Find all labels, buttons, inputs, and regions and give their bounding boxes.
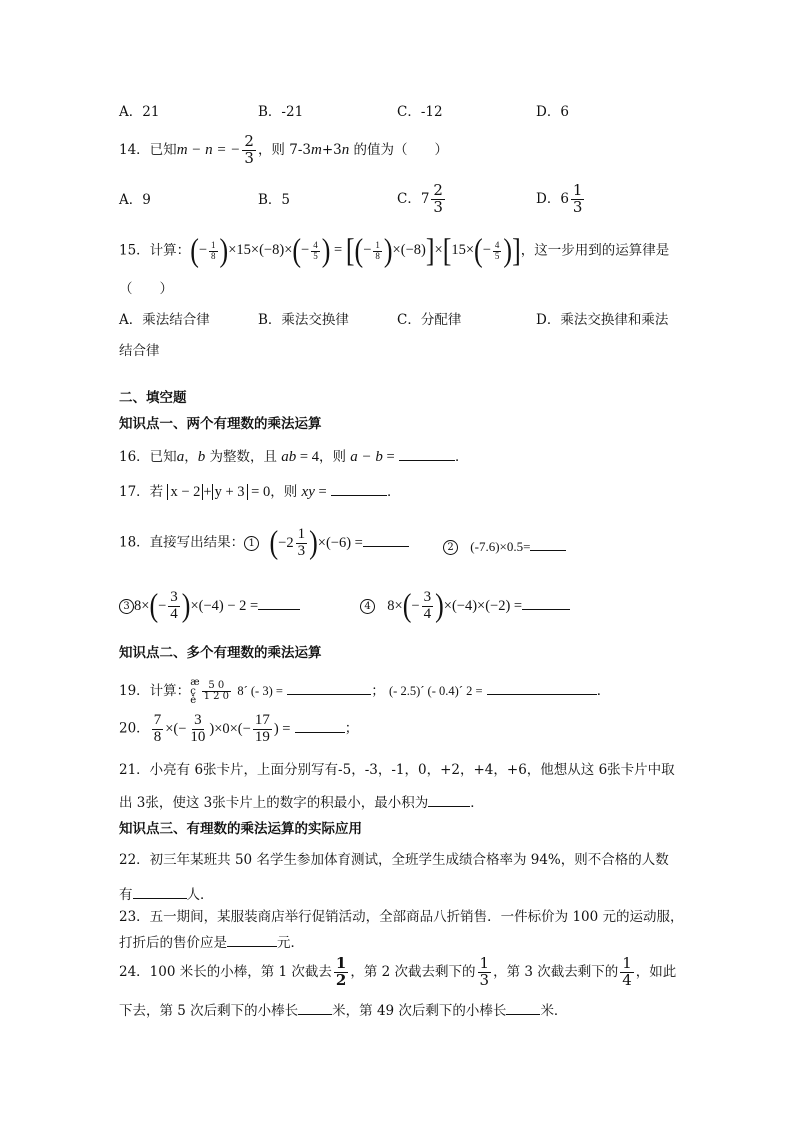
q19-answer-blank-2[interactable] — [487, 682, 597, 695]
q18-4-answer-blank[interactable] — [522, 597, 570, 610]
q15-option-c: C．分配律 — [397, 312, 462, 328]
q24-answer-blank-2[interactable] — [506, 1002, 540, 1015]
question-16: 16．已知a，b 为整数，且 ab = 4，则 a − b = ． — [119, 449, 469, 465]
q15-option-b: B．乘法交换律 — [258, 312, 349, 328]
knowledge-point-2-title: 知识点二、多个有理数的乘法运算 — [119, 645, 322, 661]
q22-answer-blank[interactable] — [133, 886, 187, 899]
q13-option-c: C．-12 — [397, 104, 443, 120]
question-15: 15．计算：(− $\frac{1}{8}$ )×15×(−8)×(− $\frac{4}{5}$ ) = [(− $\frac{1}{8}$ )×(−8)]×[15×(− $\frac{4}{5}$ )]，这一步用到的运算律是 — [119, 232, 670, 269]
circled-4: 4 — [360, 599, 375, 614]
question-18: 18．直接写出结果： 1 (−2 $\frac{1}{3}$ )×(−6) = — [119, 527, 409, 560]
question-19: 19．计算： æ ç è $\frac{5 0}{1 2 0}$ 8´ (- 3) = ； (- 2.5)´ (- 0.4)´ 2 = ． — [119, 677, 611, 706]
question-17: 17．若 x − 2 + y + 3 = 0，则 xy = ． — [119, 484, 401, 500]
question-20: 20． $\frac{7}{8}$ ×(− $\frac{3}{10}$ )×0×(− $\frac{17}{19}$ ) = ； — [119, 712, 359, 745]
q16-answer-blank[interactable] — [399, 448, 455, 461]
question-24-line-2: 下去，第 5 次后剩下的小棒长 米，第 49 次后剩下的小棒长 米． — [119, 1003, 568, 1019]
question-14: 14．已知m − n = − $\frac{2}{3}$ ，则 7-3m+3n 的值为（ ） — [119, 132, 449, 167]
q13-option-d: D．6 — [536, 104, 569, 120]
q19-answer-blank-1[interactable] — [287, 682, 371, 695]
q14-prefix: 14．已知 — [119, 141, 177, 158]
q15-answer-paren: （ ） — [119, 281, 173, 297]
question-21-line-2: 出 3张，使这 3张卡片上的数字的积最小，最小积为 ． — [119, 795, 484, 811]
question-24-line-1: 24．100 米长的小棒，第 1 次截去 $\frac{1}{2}$ ，第 2 次截去剩下的 $\frac{1}{3}$ ，第 3 次截去剩下的 $\frac{1}{4}$ ，如此 — [119, 954, 677, 989]
q20-answer-blank[interactable] — [295, 720, 345, 733]
q15-expression: (− $\frac{1}{8}$ )×15×(−8)×(− $\frac{4}{5}$ ) = [(− $\frac{1}{8}$ )×(−8)]×[15×(− $\frac{4}{5}$ )] — [190, 232, 521, 269]
q21-answer-blank[interactable] — [428, 794, 470, 807]
question-22-line-2: 有 人． — [119, 887, 214, 903]
q14-option-b: B．5 — [258, 192, 291, 208]
q14-option-d: D．6 $\frac{1}{3}$ — [536, 181, 583, 216]
q18-part-3: 3 8×(− $\frac{3}{4}$ )×(−4) − 2 = — [119, 590, 300, 623]
q17-answer-blank[interactable] — [331, 483, 387, 496]
circled-1: 1 — [244, 536, 259, 551]
question-23-line-2: 打折后的售价应是 元． — [119, 935, 304, 951]
q13-option-b: B．-21 — [258, 104, 304, 120]
q23-answer-blank[interactable] — [227, 934, 277, 947]
q14-option-a: A．9 — [119, 192, 151, 208]
circled-3: 3 — [119, 599, 134, 614]
q18-part-4: 4 8×(− $\frac{3}{4}$ )×(−4)×(−2) = — [360, 590, 570, 623]
q18-3-answer-blank[interactable] — [258, 597, 300, 610]
q15-option-d-cont: 结合律 — [119, 343, 160, 359]
circled-2: 2 — [443, 540, 458, 555]
section-2-title: 二、填空题 — [119, 390, 187, 406]
q18-1-answer-blank[interactable] — [363, 534, 409, 547]
q15-option-a: A．乘法结合律 — [119, 312, 210, 328]
q14-fraction: $\frac{2}{3}$ — [244, 132, 254, 167]
q18-2-answer-blank[interactable] — [530, 538, 566, 551]
q14-expression: m − n = − — [176, 141, 241, 158]
q13-option-a: A．21 — [119, 104, 160, 120]
knowledge-point-3-title: 知识点三、有理数的乘法运算的实际应用 — [119, 821, 362, 837]
q15-option-d: D．乘法交换律和乘法 — [536, 312, 669, 328]
knowledge-point-1-title: 知识点一、两个有理数的乘法运算 — [119, 416, 322, 432]
question-23-line-1: 23．五一期间，某服装商店举行促销活动，全部商品八折销售．一件标价为 100 元的运动服， — [119, 909, 684, 925]
q18-part-2: 2 (-7.6)×0.5= — [443, 538, 566, 555]
q24-answer-blank-1[interactable] — [298, 1002, 332, 1015]
q14-option-c: C．7 $\frac{2}{3}$ — [397, 181, 443, 216]
question-21-line-1: 21．小亮有 6张卡片，上面分别写有-5，-3，-1，0，+2，+4，+6，他想从这 6张卡片中取 — [119, 762, 675, 778]
question-22-line-1: 22．初三年某班共 50 名学生参加体育测试，全班学生成绩合格率为 94%，则不合格的人数 — [119, 852, 669, 868]
